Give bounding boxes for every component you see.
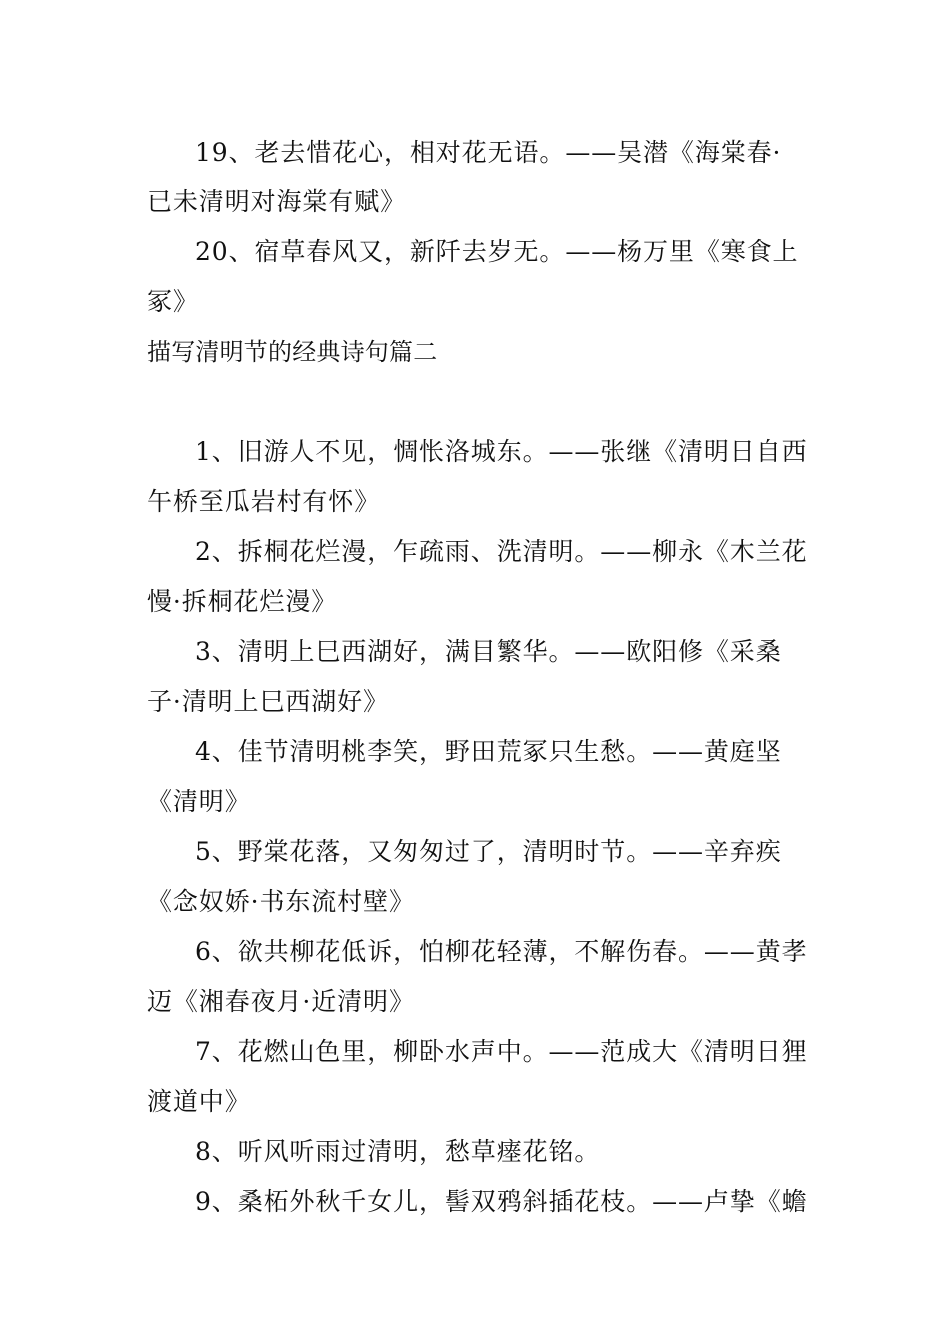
poem-line-7: 7、花燃山色里，柳卧水声中。——范成大《清明日狸: [195, 1037, 808, 1066]
poem-line-2-cont: 慢·拆桐花烂漫》: [147, 587, 338, 616]
poem-line-19-cont: 已未清明对海棠有赋》: [147, 187, 407, 216]
poem-line-3-cont: 子·清明上巳西湖好》: [147, 687, 389, 716]
poem-line-9: 9、桑柘外秋千女儿，髻双鸦斜插花枝。——卢挚《蟾: [195, 1187, 808, 1216]
poem-line-20-cont: 冢》: [147, 287, 199, 316]
poem-line-7-cont: 渡道中》: [147, 1087, 251, 1116]
poem-line-20: 20、宿草春风又，新阡去岁无。——杨万里《寒食上: [195, 237, 799, 266]
poem-line-4: 4、佳节清明桃李笑，野田荒冢只生愁。——黄庭坚: [195, 737, 782, 766]
poem-line-3: 3、清明上巳西湖好，满目繁华。——欧阳修《采桑: [195, 637, 782, 666]
poem-line-1-cont: 午桥至瓜岩村有怀》: [147, 487, 381, 516]
poem-line-1: 1、旧游人不见，惆怅洛城东。——张继《清明日自西: [195, 437, 808, 466]
section-heading: 描写清明节的经典诗句篇二: [147, 338, 438, 366]
poem-line-4-cont: 《清明》: [147, 787, 251, 816]
poem-line-8: 8、听风听雨过清明，愁草瘗花铭。: [195, 1137, 601, 1166]
poem-line-6-cont: 迈《湘春夜月·近清明》: [147, 987, 415, 1016]
poem-line-6: 6、欲共柳花低诉，怕柳花轻薄，不解伤春。——黄孝: [195, 937, 808, 966]
poem-line-5-cont: 《念奴娇·书东流村壁》: [147, 887, 415, 916]
poem-line-5: 5、野棠花落，又匆匆过了，清明时节。——辛弃疾: [195, 837, 782, 866]
poem-line-19: 19、老去惜花心，相对花无语。——吴潜《海棠春·: [195, 138, 782, 167]
poem-line-2: 2、拆桐花烂漫，乍疏雨、洗清明。——柳永《木兰花: [195, 537, 808, 566]
